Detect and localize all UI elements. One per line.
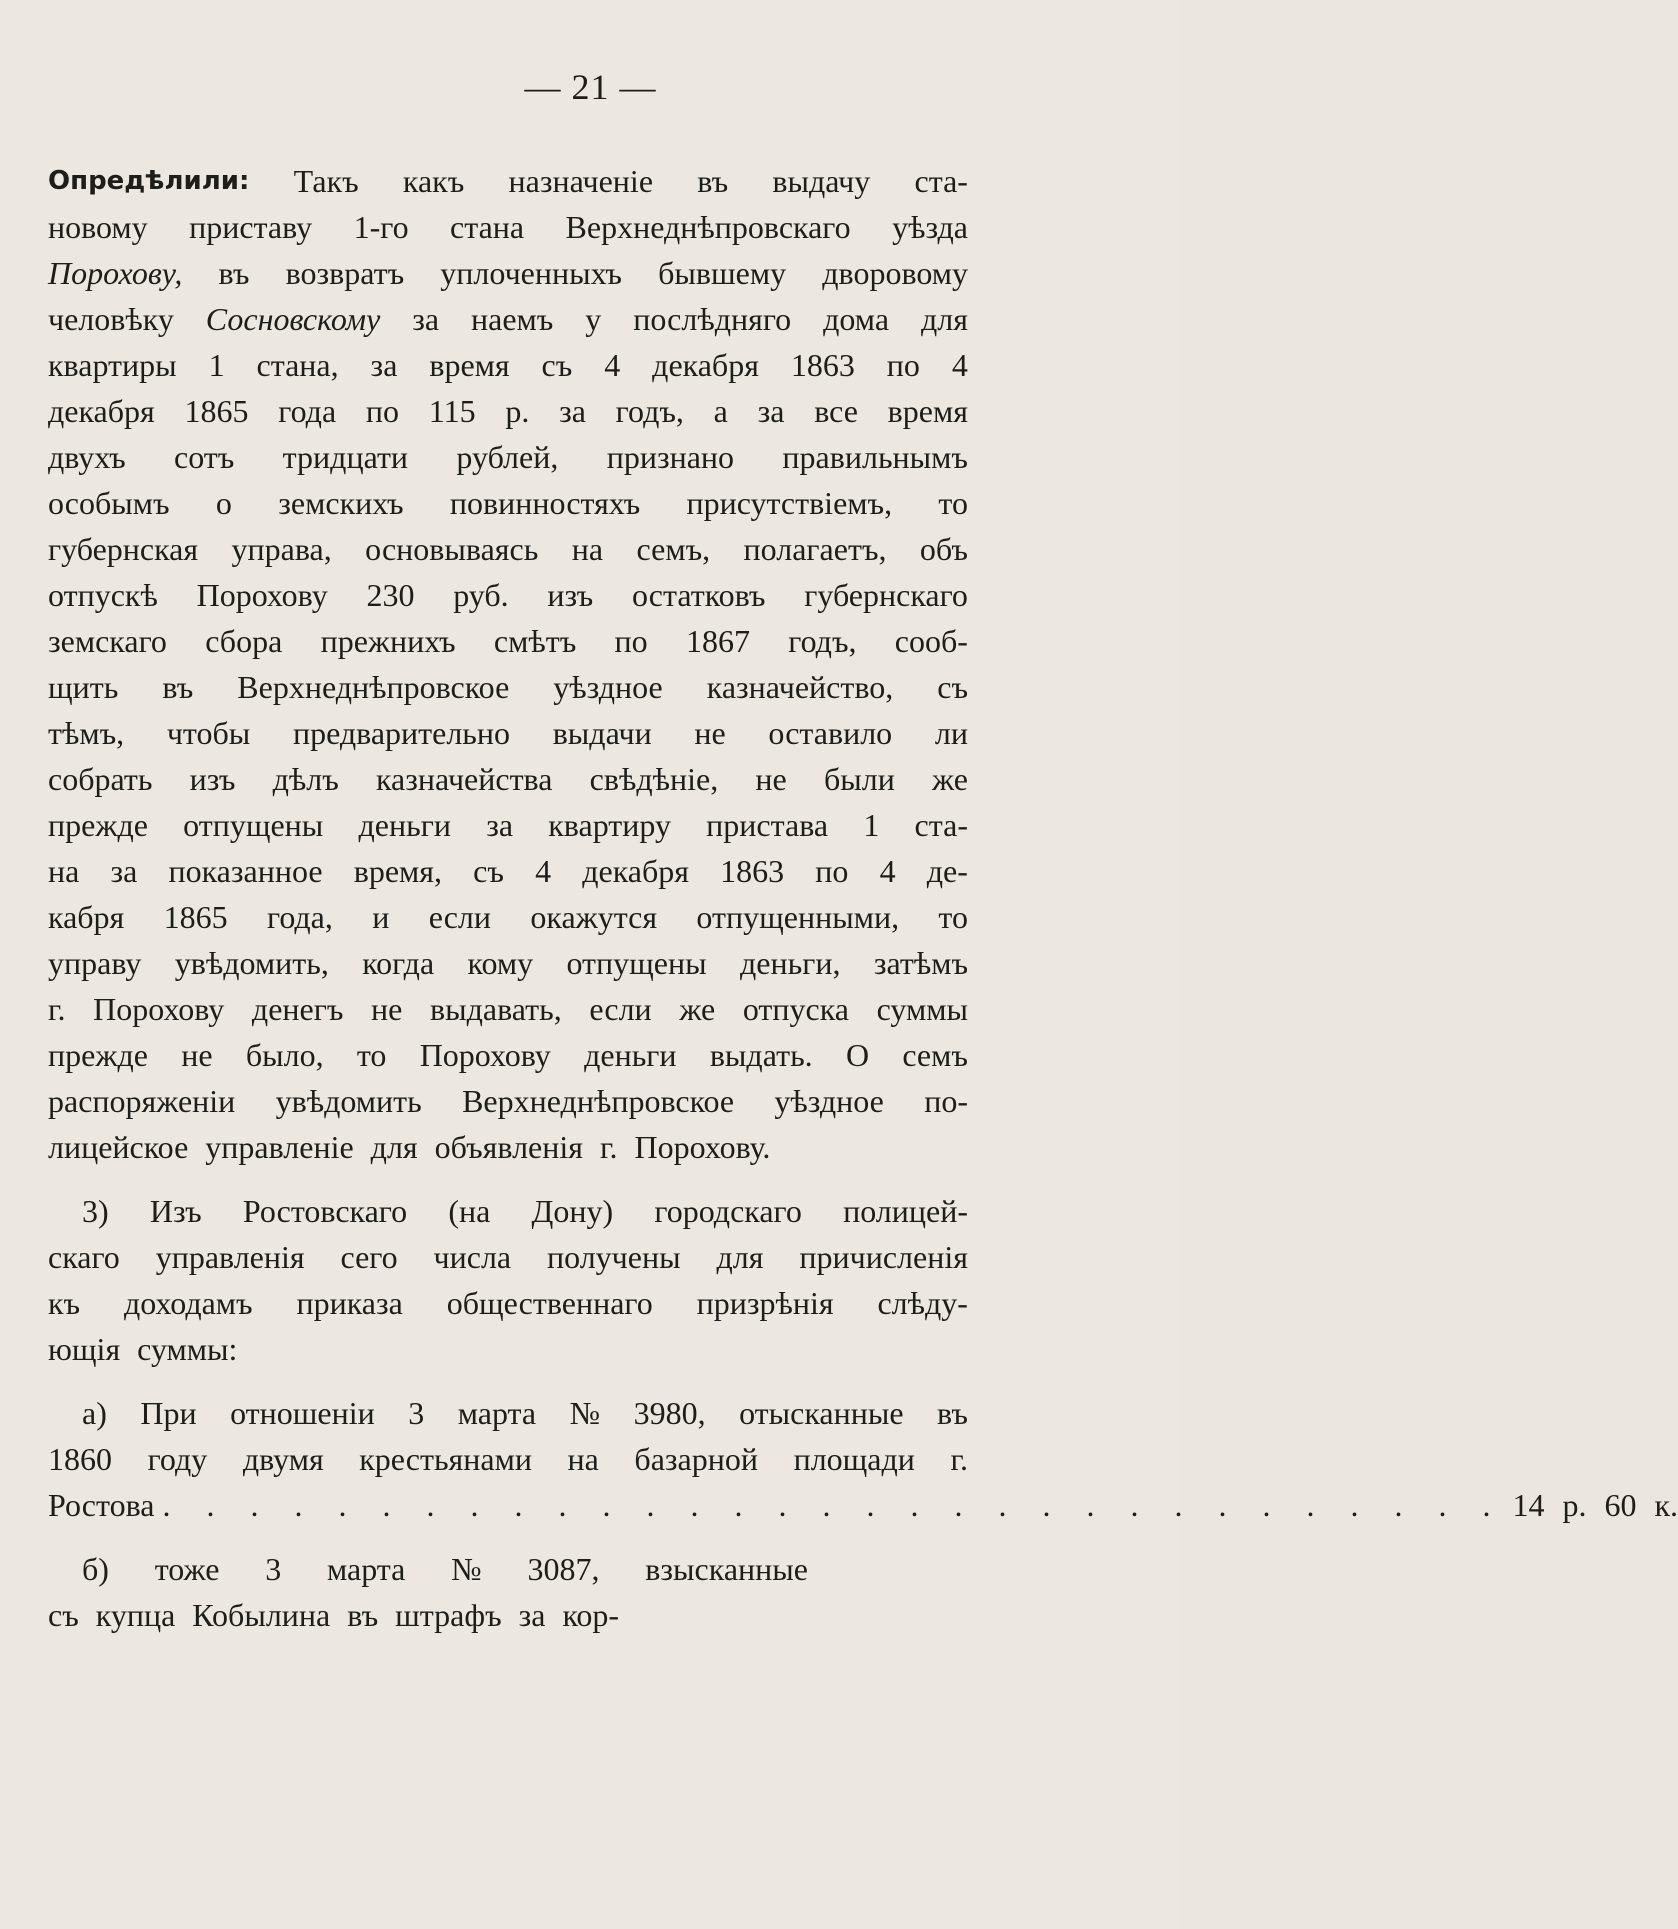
word: бывшему [658, 255, 787, 291]
word: стана [450, 209, 525, 245]
text-line [48, 480, 968, 526]
word: прежде [48, 807, 148, 843]
word: 3) [82, 1193, 109, 1229]
word: а) [82, 1395, 107, 1431]
word: по [886, 347, 920, 383]
word: б) [82, 1551, 109, 1587]
word: въ [697, 163, 729, 199]
word: же [679, 991, 716, 1027]
word: Верхнеднѣпровскаго [565, 209, 851, 245]
word: стана, [256, 347, 339, 383]
word: р. [505, 393, 530, 429]
word: рублей, [456, 439, 559, 475]
word: пристава [706, 807, 829, 843]
word: де- [926, 853, 968, 889]
word: тридцати [282, 439, 409, 475]
word: 3980, [633, 1395, 706, 1431]
text-line [48, 1188, 968, 1234]
word: на [48, 853, 80, 889]
word: декабря [582, 853, 689, 889]
word: все [814, 393, 858, 429]
word: базарной [634, 1441, 758, 1477]
word: новому [48, 209, 148, 245]
text-line [48, 434, 968, 480]
word: 1863 [790, 347, 855, 383]
word: для [370, 1129, 418, 1165]
text-line [48, 1234, 968, 1280]
page-number: — 21 — [524, 67, 657, 107]
word: полицей- [843, 1193, 968, 1229]
word: Опредѣлили: [48, 166, 250, 196]
word: 230 [366, 577, 415, 613]
text-line [48, 1078, 968, 1124]
word: когда [362, 945, 435, 981]
word: о [215, 485, 232, 521]
word: сбора [205, 623, 283, 659]
text-line [48, 1032, 968, 1078]
word: Порохову [419, 1037, 551, 1073]
word: 1 [863, 807, 880, 843]
word: 4 [879, 853, 896, 889]
word: Изъ [149, 1193, 202, 1229]
text-line [48, 1436, 968, 1482]
word: сего [340, 1239, 398, 1275]
item-a-total-line [48, 1482, 1678, 1528]
word: время [429, 347, 510, 383]
word: 115 [428, 393, 476, 429]
word: семъ, [636, 531, 711, 567]
word: марта [457, 1395, 537, 1431]
word: чтобы [166, 715, 251, 751]
text-line [48, 1124, 968, 1170]
word: 1863 [720, 853, 785, 889]
word: были [823, 761, 895, 797]
text-line [48, 1326, 968, 1372]
word: призрѣнія [696, 1285, 834, 1321]
word: 1-го [353, 209, 409, 245]
word: г. [599, 1129, 618, 1165]
text-line [48, 710, 968, 756]
word: основываясь [365, 531, 539, 567]
word: 1860 [48, 1441, 112, 1477]
word: показанное [168, 853, 323, 889]
item-a [48, 1390, 968, 1482]
word: приказа [296, 1285, 403, 1321]
word: О [845, 1037, 870, 1073]
word: дворовому [822, 255, 968, 291]
word: городскаго [654, 1193, 802, 1229]
word: общественнаго [446, 1285, 653, 1321]
word: выдать. [709, 1037, 813, 1073]
word: затѣмъ [873, 945, 968, 981]
paragraph-rostov-sums [48, 1188, 968, 1372]
word: послѣдняго [633, 301, 792, 337]
word: штрафъ [395, 1597, 502, 1633]
word: отношеніи [230, 1395, 375, 1431]
word: если [428, 899, 492, 935]
text-line [48, 296, 968, 342]
word: квартиры [48, 347, 177, 383]
word: 1 [208, 347, 225, 383]
word: по [815, 853, 849, 889]
word: дома [823, 301, 890, 337]
word: у [585, 301, 602, 337]
word: взысканные [645, 1551, 808, 1587]
text-line [48, 756, 968, 802]
word: въ [218, 255, 250, 291]
word: декабря [48, 393, 155, 429]
word: (на [448, 1193, 491, 1229]
word: собрать [48, 761, 153, 797]
word: за [757, 393, 785, 429]
word: изъ [547, 577, 594, 613]
word: Ростовскаго [242, 1193, 408, 1229]
word: казначейства [375, 761, 553, 797]
item-a-label: Ростова [48, 1487, 155, 1523]
word: возвратъ [285, 255, 405, 291]
word: крестьянами [359, 1441, 532, 1477]
word: Порохову [93, 991, 225, 1027]
text-line [48, 1592, 808, 1638]
word: кабря [48, 899, 125, 935]
word: на [567, 1441, 599, 1477]
word: числа [433, 1239, 512, 1275]
word: то [356, 1037, 387, 1073]
word: въ [937, 1395, 968, 1431]
word: № [451, 1551, 482, 1587]
word: Сосновскому [205, 301, 381, 337]
word: отысканные [739, 1395, 904, 1431]
word: въ [347, 1597, 379, 1633]
word: 4 [951, 347, 968, 383]
word: Порохову [196, 577, 328, 613]
word: ющія [48, 1331, 121, 1367]
word: не [371, 991, 403, 1027]
word: суммы: [137, 1331, 238, 1367]
text-line [48, 250, 968, 296]
word: Верхнеднѣпровское [462, 1083, 735, 1119]
word: 4 [535, 853, 552, 889]
word: 3 [265, 1551, 282, 1587]
word: на [571, 531, 604, 567]
word: а [713, 393, 728, 429]
word: сооб- [894, 623, 968, 659]
word: управленіе [205, 1129, 354, 1165]
word: управленія [155, 1239, 305, 1275]
word: остатковъ [631, 577, 766, 613]
text-line [48, 986, 968, 1032]
text-line [48, 940, 968, 986]
word: присутствіемъ, [686, 485, 893, 521]
word: объ [919, 531, 968, 567]
word: годъ, [788, 623, 857, 659]
word: за [110, 853, 138, 889]
word: за [370, 347, 398, 383]
word: распоряженіи [48, 1083, 236, 1119]
word: сотъ [173, 439, 235, 475]
word: по [614, 623, 648, 659]
word: Порохову. [634, 1129, 771, 1165]
word: въ [162, 669, 194, 705]
word: какъ [402, 163, 465, 199]
text-line [48, 204, 968, 250]
word: 1865 [184, 393, 249, 429]
word: время, [353, 853, 442, 889]
word: за [559, 393, 586, 429]
word: ста- [914, 807, 968, 843]
word: года, [266, 899, 333, 935]
word: выдачу [772, 163, 871, 199]
word: доходамъ [123, 1285, 253, 1321]
word: уплоченныхъ [440, 255, 622, 291]
word: назначеніе [508, 163, 654, 199]
item-b [48, 1546, 808, 1638]
word: если [589, 991, 652, 1027]
word: Кобылина [192, 1597, 331, 1633]
word: ста- [914, 163, 968, 199]
word: съ [48, 1597, 79, 1633]
word: семъ [902, 1037, 968, 1073]
word: 1865 [163, 899, 228, 935]
word: деньги [358, 807, 451, 843]
word: полагаетъ, [743, 531, 887, 567]
word: лицейское [48, 1129, 189, 1165]
word: губернскаго [804, 577, 968, 613]
word: отпущены [183, 807, 324, 843]
word: деньги [584, 1037, 677, 1073]
text-line [48, 1280, 968, 1326]
word: Порохову, [48, 255, 183, 291]
word: тоже [154, 1551, 220, 1587]
word: причисленія [799, 1239, 968, 1275]
word: г. [48, 991, 66, 1027]
word: кому [467, 945, 534, 981]
word: кор- [562, 1597, 620, 1633]
word: повинностяхъ [449, 485, 641, 521]
text-line [48, 342, 968, 388]
word: не [181, 1037, 213, 1073]
paragraph-resolution [48, 158, 968, 1170]
word: Верхнеднѣпровское [237, 669, 510, 705]
word: отпуска [742, 991, 849, 1027]
word: площади [793, 1441, 915, 1477]
word: купца [95, 1597, 176, 1633]
word: то [938, 899, 968, 935]
word: № [569, 1395, 601, 1431]
text-line [48, 572, 968, 618]
text-line [48, 664, 968, 710]
item-a-amount: 14 р. 60 к. [1512, 1487, 1678, 1523]
word: 4 [604, 347, 621, 383]
word: деньги, [739, 945, 841, 981]
text-line [48, 158, 968, 204]
word: дѣлъ [272, 761, 339, 797]
word: выдачи [552, 715, 652, 751]
word: ли [934, 715, 968, 751]
word: Дону) [531, 1193, 614, 1229]
word: уѣздное [774, 1083, 884, 1119]
word: приставу [189, 209, 313, 245]
word: съ [937, 669, 968, 705]
word: двухъ [48, 439, 126, 475]
word: къ [48, 1285, 81, 1321]
word: 3 [408, 1395, 425, 1431]
word: за [486, 807, 514, 843]
word: двумя [242, 1441, 324, 1477]
word: марта [326, 1551, 406, 1587]
text-line [48, 802, 968, 848]
word: 1867 [685, 623, 750, 659]
text-line [48, 848, 968, 894]
word: квартиру [548, 807, 671, 843]
word: денегъ [251, 991, 344, 1027]
word: слѣду- [877, 1285, 968, 1321]
text-line [48, 894, 968, 940]
word: не [755, 761, 787, 797]
word: суммы [876, 991, 968, 1027]
word: губернская [48, 531, 199, 567]
word: наемъ [471, 301, 554, 337]
word: съ [541, 347, 573, 383]
word: земскаго [48, 623, 167, 659]
text-line [48, 618, 968, 664]
word: оставило [768, 715, 893, 751]
word: декабря [652, 347, 759, 383]
word: казначейство, [706, 669, 894, 705]
word: 3087, [527, 1551, 600, 1587]
word: изъ [189, 761, 236, 797]
word: время [887, 393, 968, 429]
word: увѣдомить, [174, 945, 329, 981]
word: получены [547, 1239, 681, 1275]
word: объявленія [434, 1129, 583, 1165]
word: отпускѣ [48, 577, 158, 613]
word: уѣзда [892, 209, 968, 245]
word: выдавать, [430, 991, 562, 1027]
word: по- [924, 1083, 968, 1119]
word: управа, [231, 531, 332, 567]
word: руб. [453, 577, 509, 613]
word: съ [473, 853, 504, 889]
text-line [48, 1546, 808, 1592]
word: окажутся [530, 899, 658, 935]
dot-leader: . . . . . . . . . . . . . . . . . . . . . . . . . . . . . . . [162, 1487, 1505, 1523]
word: скаго [48, 1239, 120, 1275]
word: то [938, 485, 968, 521]
text-body [48, 158, 1678, 1638]
word: управу [48, 945, 142, 981]
word: отпущены [566, 945, 707, 981]
word: за [518, 1597, 546, 1633]
word: для [716, 1239, 764, 1275]
word: человѣку [48, 301, 174, 337]
word: тѣмъ, [48, 715, 125, 751]
word: увѣдомить [275, 1083, 422, 1119]
word: предварительно [292, 715, 511, 751]
word: особымъ [48, 485, 170, 521]
word: При [140, 1395, 197, 1431]
text-line [48, 388, 968, 434]
word: было, [245, 1037, 324, 1073]
word: года [278, 393, 337, 429]
word: году [147, 1441, 208, 1477]
word: и [372, 899, 390, 935]
word: Такъ [293, 163, 359, 199]
word: прежнихъ [320, 623, 456, 659]
word: не [694, 715, 726, 751]
word: для [920, 301, 968, 337]
word: уѣздное [553, 669, 663, 705]
word: признано [606, 439, 735, 475]
word: земскихъ [278, 485, 404, 521]
word: по [365, 393, 400, 429]
text-line [48, 1390, 968, 1436]
word: смѣтъ [493, 623, 577, 659]
word: правильнымъ [782, 439, 968, 475]
word: же [932, 761, 968, 797]
word: годъ, [615, 393, 684, 429]
word: прежде [48, 1037, 148, 1073]
word: щить [48, 669, 119, 705]
word: отпущенными, [696, 899, 900, 935]
word: г. [950, 1441, 968, 1477]
word: свѣдѣніе, [589, 761, 719, 797]
text-line [48, 526, 968, 572]
word: за [412, 301, 440, 337]
